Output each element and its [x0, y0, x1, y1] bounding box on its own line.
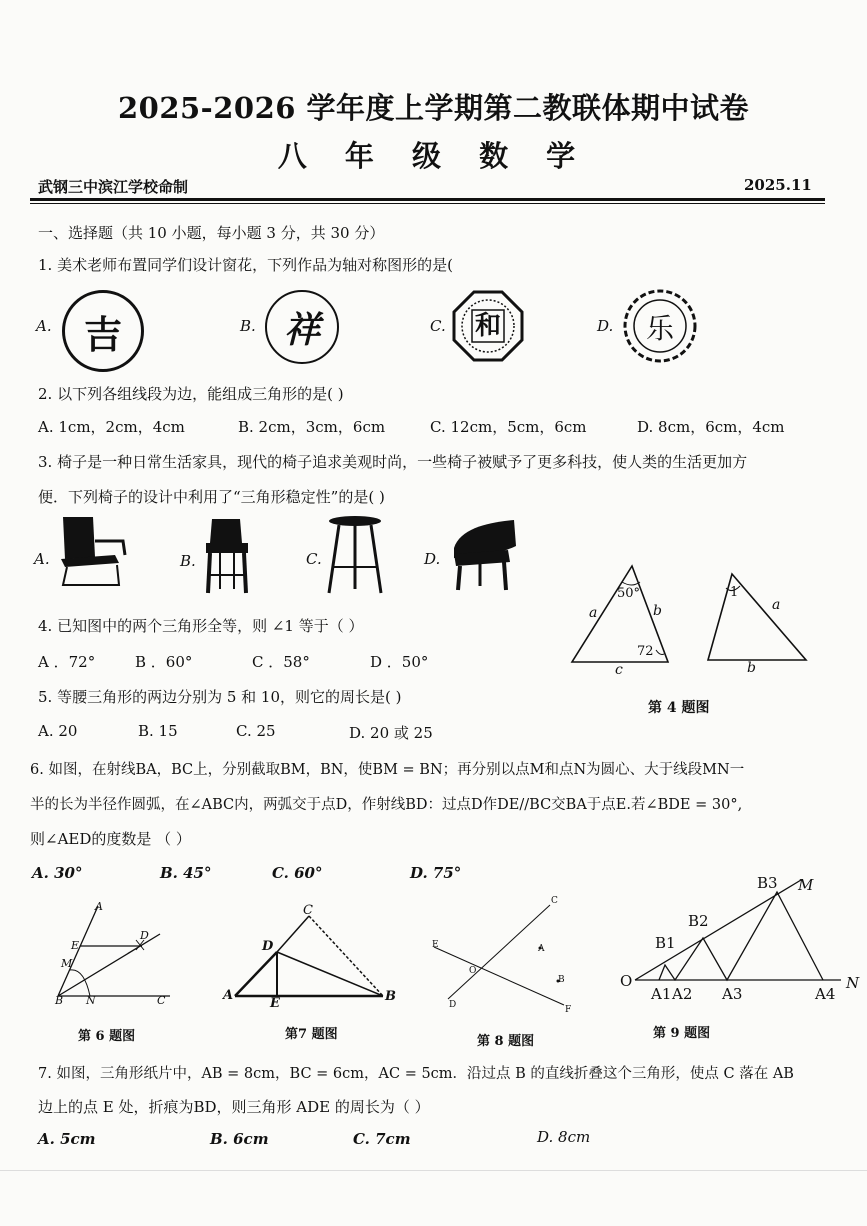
q4-tri2-angle: 1: [730, 585, 739, 600]
window-flower-c-char: 和: [474, 311, 501, 341]
q6-option-a: A. 30°: [32, 864, 83, 882]
fig7-label-d: D: [262, 939, 274, 954]
fig7-label-b: B: [385, 989, 396, 1004]
fig8-label-e: E: [432, 940, 439, 950]
fig8-label-a: A: [538, 944, 545, 954]
q6-option-d: D. 75°: [410, 864, 462, 882]
window-flower-a: [62, 290, 144, 372]
q1-stem: 1. 美术老师布置同学们设计窗花，下列作品为轴对称图形的是(: [38, 256, 453, 274]
exam-date: 2025.11: [744, 176, 812, 194]
fig9-label-a4: A4: [815, 985, 836, 1003]
fig7-label-a: A: [223, 988, 234, 1003]
fig6-label-m: M: [61, 957, 73, 970]
fig9-label-o: O: [620, 972, 633, 990]
q4-tri2-side-a: a: [772, 597, 781, 613]
q7-option-b: B. 6cm: [210, 1130, 269, 1148]
subject-title: 八 年 级 数 学: [277, 139, 590, 173]
fig8-diagram: [428, 895, 578, 1015]
q4-figure: [560, 560, 820, 685]
window-flower-c: [452, 290, 524, 362]
q1-label-b: B.: [240, 317, 256, 335]
q5-option-b: B. 15: [138, 722, 178, 740]
fig8-label-b: B: [558, 975, 565, 985]
q2-option-c: C. 12cm，5cm，6cm: [430, 418, 587, 436]
q5-stem: 5. 等腰三角形的两边分别为 5 和 10，则它的周长是( ): [38, 688, 402, 706]
q3-label-c: C.: [306, 550, 322, 568]
q3-label-b: B.: [180, 552, 196, 570]
fig8-label-c: C: [551, 896, 558, 906]
q4-figure-caption: 第 4 题图: [648, 700, 710, 716]
fig6-diagram: [50, 898, 180, 1008]
q1-label-a: A.: [36, 317, 52, 335]
q4-stem: 4. 已知图中的两个三角形全等，则 ∠1 等于（ ）: [38, 617, 364, 635]
q4-tri1-side-b: b: [653, 603, 662, 619]
window-flower-b-char: 祥: [283, 308, 320, 351]
q3-label-d: D.: [424, 550, 441, 568]
q2-option-b: B. 2cm，3cm，6cm: [238, 418, 386, 436]
fig6-label-a: A: [95, 900, 103, 913]
fig9-label-b2: B2: [688, 912, 709, 930]
q4-option-b: B ．60°: [135, 653, 193, 671]
fig8-label-d: D: [449, 1000, 457, 1010]
q4-option-d: D ．50°: [370, 653, 429, 671]
fig9-diagram: [615, 870, 855, 990]
q3-line1: 3. 椅子是一种日常生活家具，现代的椅子追求美观时尚，一些椅子被赋予了更多科技，使人类的生活更加方: [38, 453, 748, 471]
chair-d-image: [450, 518, 520, 593]
q7-option-c: C. 7cm: [353, 1130, 411, 1148]
header-rule-thin: [30, 203, 825, 204]
fig9-label-a3: A3: [722, 985, 743, 1003]
window-flower-b: [265, 290, 339, 364]
fig6-label-e: E: [71, 939, 80, 952]
q1-label-d: D.: [597, 317, 614, 335]
q4-tri1-angle-top: 50°: [617, 586, 641, 601]
fig8-label-o: O: [469, 966, 477, 976]
q6-line1: 6. 如图，在射线BA，BC上，分别截取BM，BN，使BM = BN；再分别以点M和点N为圆心、大于线段MN一: [30, 762, 745, 778]
q6-option-b: B. 45°: [160, 864, 212, 882]
q5-option-c: C. 25: [236, 722, 276, 740]
q7-option-a: A. 5cm: [38, 1130, 96, 1148]
header-rule-thick: [30, 198, 825, 201]
fig6-label-c: C: [157, 994, 166, 1007]
q4-tri1-angle-right: 72: [637, 644, 654, 659]
chair-c-image: [325, 515, 385, 595]
q4-tri1-side-a: a: [589, 605, 598, 621]
q4-option-c: C ．58°: [252, 653, 310, 671]
q2-stem: 2. 以下列各组线段为边，能组成三角形的是( ): [38, 385, 344, 403]
q6-line3: 则∠AED的度数是 （ ）: [30, 830, 191, 848]
section-heading: 一、选择题（共 10 小题，每小题 3 分，共 30 分）: [38, 224, 385, 242]
q6-line2: 半的长为半径作圆弧，在∠ABC内，两弧交于点D，作射线BD：过点D作DE//BC交BA于点E.若∠BDE = 30°,: [30, 797, 743, 813]
q4-tri1-side-c: c: [615, 662, 623, 678]
window-flower-a-char: 吉: [83, 311, 122, 357]
window-flower-d: [622, 288, 698, 364]
q4-tri2-side-b: b: [747, 660, 756, 676]
school-name: 武钢三中滨江学校命制: [38, 178, 189, 196]
q3-line2: 便．下列椅子的设计中利用了“三角形稳定性”的是( ): [38, 488, 385, 506]
q4-option-a: A ．72°: [38, 653, 96, 671]
fig9-caption: 第 9 题图: [653, 1026, 711, 1041]
window-flower-d-char: 乐: [645, 312, 674, 345]
exam-title: 2025-2026 学年度上学期第二教联体期中试卷: [117, 91, 750, 125]
q2-option-d: D. 8cm，6cm，4cm: [637, 418, 785, 436]
q7-line2: 边上的点 E 处，折痕为BD，则三角形 ADE 的周长为（ ）: [38, 1098, 430, 1116]
fig6-label-d: D: [140, 929, 149, 942]
fig8-label-f: F: [565, 1005, 572, 1015]
chair-a-image: [55, 515, 130, 590]
fig8-caption: 第 8 题图: [477, 1034, 535, 1049]
fig9-label-a1: A1: [651, 985, 672, 1003]
fig9-label-m: M: [798, 876, 814, 894]
q3-label-a: A.: [34, 550, 50, 568]
q5-option-a: A. 20: [38, 722, 78, 740]
fig7-label-e: E: [270, 996, 280, 1011]
fig9-label-b3: B3: [757, 874, 778, 892]
q1-label-c: C.: [430, 317, 446, 335]
fig9-label-a2: A2: [672, 985, 693, 1003]
q5-option-d: D. 20 或 25: [349, 724, 433, 742]
chair-b-image: [200, 515, 255, 595]
fig6-label-b: B: [55, 994, 64, 1007]
q7-line1: 7. 如图，三角形纸片中，AB = 8cm，BC = 6cm，AC = 5cm．沿过点 B 的直线折叠这个三角形，使点 C 落在 AB: [38, 1066, 794, 1082]
fig7-label-c: C: [303, 903, 313, 918]
fig7-caption: 第7 题图: [285, 1027, 338, 1042]
q2-option-a: A. 1cm，2cm，4cm: [38, 418, 185, 436]
q7-option-d: D. 8cm: [537, 1128, 591, 1146]
q6-option-c: C. 60°: [272, 864, 323, 882]
fig9-label-n: N: [846, 974, 860, 992]
fig6-label-n: N: [86, 994, 96, 1007]
page-bottom-divider: [0, 1170, 867, 1171]
fig9-label-b1: B1: [655, 934, 676, 952]
fig6-caption: 第 6 题图: [78, 1029, 136, 1044]
